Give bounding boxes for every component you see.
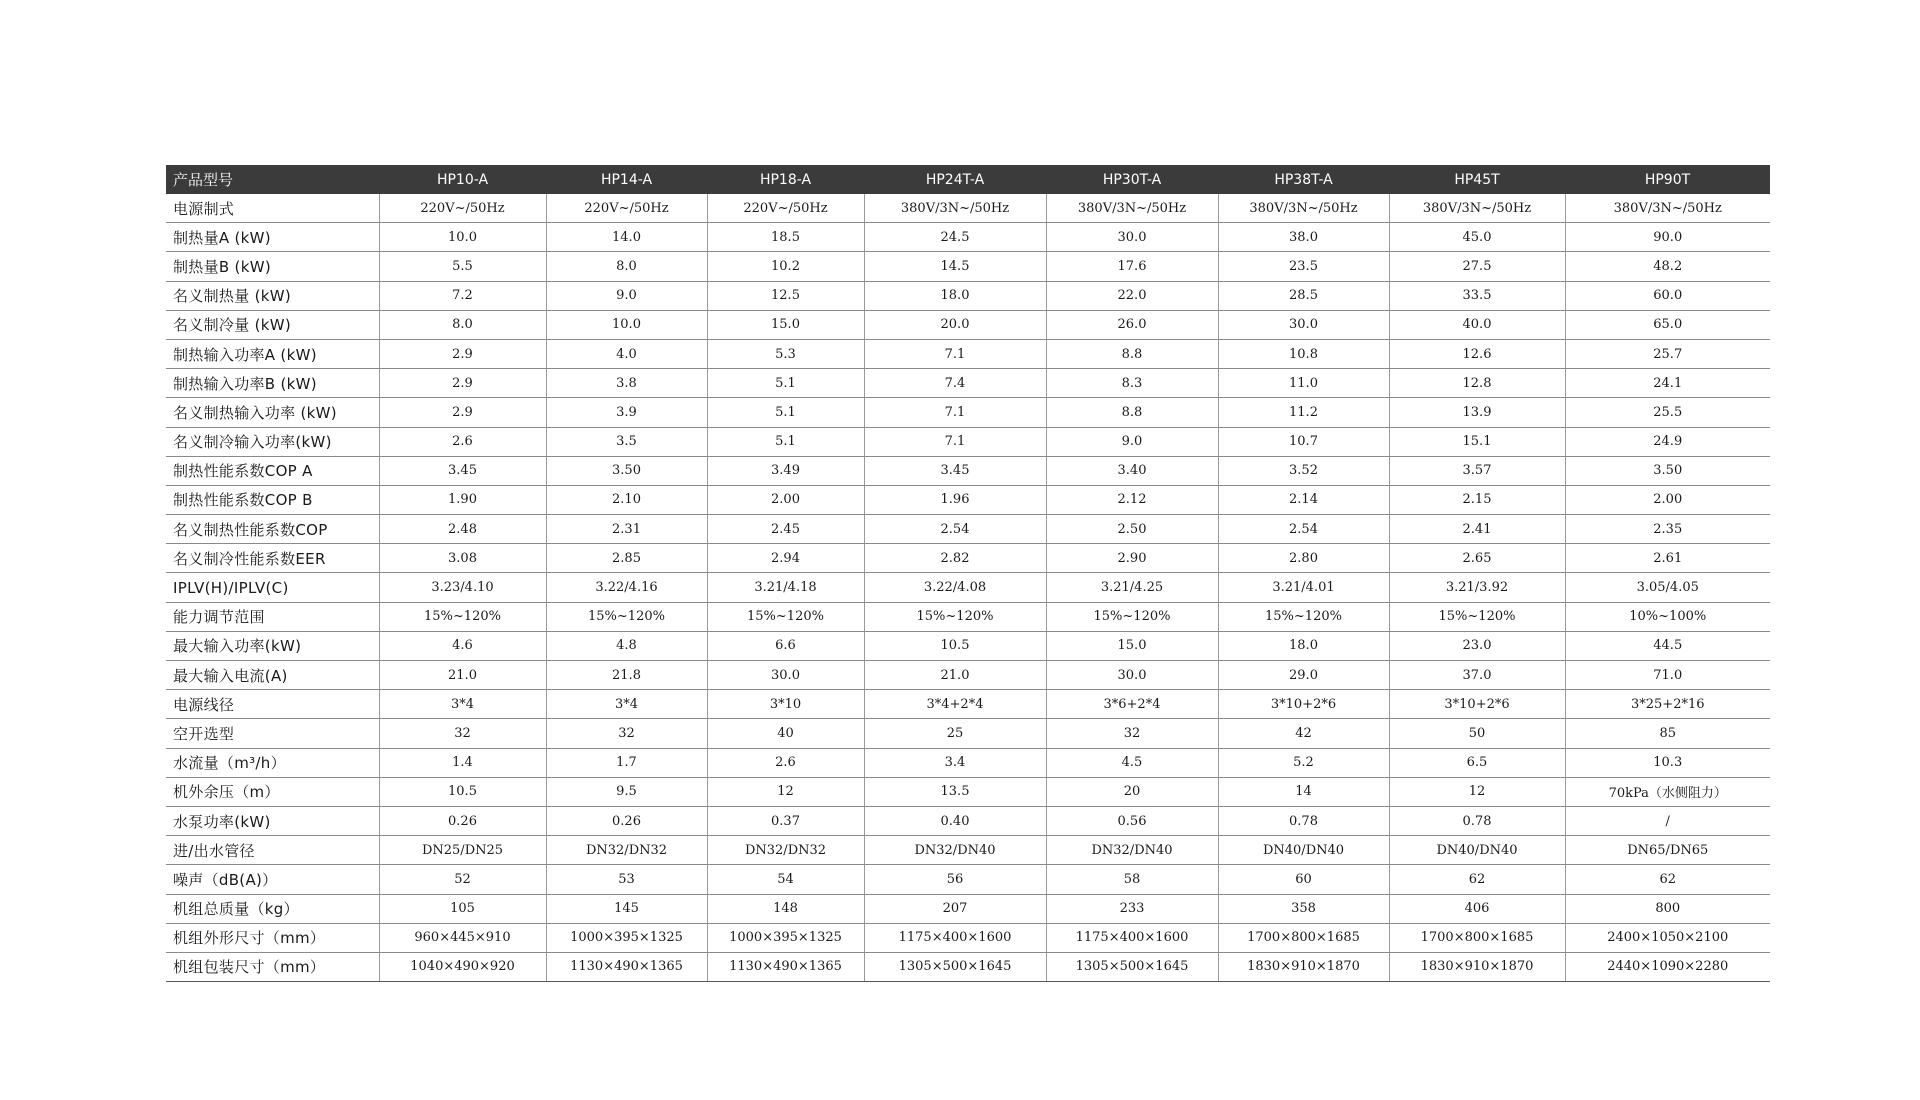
- table-cell: 2.35: [1565, 515, 1770, 544]
- table-cell: 4.0: [546, 339, 707, 368]
- table-cell: 800: [1565, 894, 1770, 923]
- table-cell: 2.31: [546, 515, 707, 544]
- table-cell: 25.7: [1565, 339, 1770, 368]
- table-cell: 3.50: [1565, 456, 1770, 485]
- table-cell: 2.94: [707, 544, 864, 573]
- table-cell: 3*10+2*6: [1218, 690, 1389, 719]
- table-cell: 3.4: [864, 748, 1046, 777]
- table-cell: DN32/DN32: [707, 836, 864, 865]
- table-cell: 3.9: [546, 398, 707, 427]
- table-cell: DN40/DN40: [1218, 836, 1389, 865]
- table-cell: 58: [1046, 865, 1218, 894]
- table-row: [166, 223, 1770, 252]
- table-row: [166, 806, 1770, 835]
- table-cell: 13.5: [864, 777, 1046, 806]
- row-label: 制热输入功率B (kW): [166, 369, 379, 398]
- table-cell: 30.0: [1218, 310, 1389, 339]
- table-cell: 10.8: [1218, 339, 1389, 368]
- table-cell: 1175×400×1600: [1046, 923, 1218, 952]
- table-cell: 3.45: [864, 456, 1046, 485]
- row-label: 名义制冷量 (kW): [166, 310, 379, 339]
- table-cell: 65.0: [1565, 310, 1770, 339]
- table-cell: 18.5: [707, 223, 864, 252]
- row-label: 名义制热量 (kW): [166, 281, 379, 310]
- table-cell: 45.0: [1389, 223, 1565, 252]
- table-cell: 15%~120%: [1046, 602, 1218, 631]
- table-cell: 0.26: [379, 806, 546, 835]
- table-cell: 380V/3N~/50Hz: [864, 194, 1046, 223]
- table-row: [166, 631, 1770, 660]
- table-cell: 52: [379, 865, 546, 894]
- table-cell: 7.1: [864, 398, 1046, 427]
- table-cell: 3*10+2*6: [1389, 690, 1565, 719]
- table-cell: 32: [379, 719, 546, 748]
- table-cell: 14.5: [864, 252, 1046, 281]
- table-cell: 25: [864, 719, 1046, 748]
- table-cell: 2.12: [1046, 485, 1218, 514]
- table-cell: 1130×490×1365: [707, 952, 864, 981]
- row-label: 机外余压（m）: [166, 777, 379, 806]
- table-cell: 30.0: [1046, 223, 1218, 252]
- table-cell: 220V~/50Hz: [707, 194, 864, 223]
- table-cell: 3.52: [1218, 456, 1389, 485]
- row-label: 机组外形尺寸（mm）: [166, 923, 379, 952]
- table-cell: 6.5: [1389, 748, 1565, 777]
- table-cell: 5.1: [707, 369, 864, 398]
- table-cell: 8.3: [1046, 369, 1218, 398]
- table-cell: 33.5: [1389, 281, 1565, 310]
- table-cell: 3.21/4.25: [1046, 573, 1218, 602]
- table-cell: 9.0: [546, 281, 707, 310]
- table-cell: 2.90: [1046, 544, 1218, 573]
- table-cell: 3.49: [707, 456, 864, 485]
- table-cell: 2.54: [1218, 515, 1389, 544]
- table-cell: 3.8: [546, 369, 707, 398]
- table-cell: 70kPa（水侧阻力）: [1565, 777, 1770, 806]
- table-cell: 11.2: [1218, 398, 1389, 427]
- table-row: [166, 485, 1770, 514]
- table-cell: 3.40: [1046, 456, 1218, 485]
- table-cell: DN40/DN40: [1389, 836, 1565, 865]
- model-header-cell: HP10-A: [379, 165, 546, 194]
- table-cell: 2.9: [379, 339, 546, 368]
- model-header-cell: HP45T: [1389, 165, 1565, 194]
- row-label: 最大输入功率(kW): [166, 631, 379, 660]
- table-cell: 14: [1218, 777, 1389, 806]
- table-cell: 56: [864, 865, 1046, 894]
- table-cell: 8.0: [379, 310, 546, 339]
- table-cell: 3.08: [379, 544, 546, 573]
- table-cell: 10%~100%: [1565, 602, 1770, 631]
- table-row: [166, 369, 1770, 398]
- row-label: 名义制热性能系数COP: [166, 515, 379, 544]
- table-cell: 12.5: [707, 281, 864, 310]
- row-label: 最大输入电流(A): [166, 661, 379, 690]
- table-cell: 1830×910×1870: [1389, 952, 1565, 981]
- table-row: [166, 777, 1770, 806]
- table-cell: 358: [1218, 894, 1389, 923]
- table-cell: 380V/3N~/50Hz: [1218, 194, 1389, 223]
- table-cell: 1700×800×1685: [1389, 923, 1565, 952]
- table-cell: 5.1: [707, 398, 864, 427]
- table-cell: 15.0: [707, 310, 864, 339]
- table-cell: 2.82: [864, 544, 1046, 573]
- table-cell: 0.78: [1218, 806, 1389, 835]
- table-cell: 40: [707, 719, 864, 748]
- row-label: 水泵功率(kW): [166, 806, 379, 835]
- table-row: [166, 748, 1770, 777]
- table-cell: 60: [1218, 865, 1389, 894]
- row-label: 水流量（m³/h）: [166, 748, 379, 777]
- table-cell: 2.54: [864, 515, 1046, 544]
- table-cell: 3.05/4.05: [1565, 573, 1770, 602]
- table-cell: 20: [1046, 777, 1218, 806]
- row-label: 制热量B (kW): [166, 252, 379, 281]
- table-cell: 3*6+2*4: [1046, 690, 1218, 719]
- table-cell: DN32/DN32: [546, 836, 707, 865]
- row-label: 制热性能系数COP B: [166, 485, 379, 514]
- table-cell: 1830×910×1870: [1218, 952, 1389, 981]
- table-cell: 0.56: [1046, 806, 1218, 835]
- table-cell: 3.22/4.16: [546, 573, 707, 602]
- table-cell: 32: [546, 719, 707, 748]
- table-cell: 0.26: [546, 806, 707, 835]
- table-cell: 48.2: [1565, 252, 1770, 281]
- table-cell: 2.00: [707, 485, 864, 514]
- table-cell: 3*25+2*16: [1565, 690, 1770, 719]
- table-cell: 38.0: [1218, 223, 1389, 252]
- row-label: 制热量A (kW): [166, 223, 379, 252]
- model-header-cell: HP24T-A: [864, 165, 1046, 194]
- table-cell: 4.5: [1046, 748, 1218, 777]
- table-cell: 3.21/3.92: [1389, 573, 1565, 602]
- table-cell: 42: [1218, 719, 1389, 748]
- table-cell: DN32/DN40: [1046, 836, 1218, 865]
- table-cell: 9.0: [1046, 427, 1218, 456]
- table-cell: 18.0: [864, 281, 1046, 310]
- row-label: 噪声（dB(A)）: [166, 865, 379, 894]
- table-row: [166, 427, 1770, 456]
- header-label: 产品型号: [166, 165, 379, 194]
- table-cell: 380V/3N~/50Hz: [1389, 194, 1565, 223]
- table-cell: 10.0: [379, 223, 546, 252]
- model-header-cell: HP38T-A: [1218, 165, 1389, 194]
- model-header-cell: HP90T: [1565, 165, 1770, 194]
- table-cell: 3*4: [546, 690, 707, 719]
- table-cell: 9.5: [546, 777, 707, 806]
- table-cell: 3.21/4.01: [1218, 573, 1389, 602]
- table-cell: 23.0: [1389, 631, 1565, 660]
- table-cell: 22.0: [1046, 281, 1218, 310]
- table-cell: 21.0: [864, 661, 1046, 690]
- table-cell: 10.5: [379, 777, 546, 806]
- table-cell: 148: [707, 894, 864, 923]
- table-row: [166, 398, 1770, 427]
- table-cell: 26.0: [1046, 310, 1218, 339]
- table-row: [166, 865, 1770, 894]
- table-cell: 62: [1565, 865, 1770, 894]
- model-header-cell: HP30T-A: [1046, 165, 1218, 194]
- table-cell: 1.4: [379, 748, 546, 777]
- table-cell: 5.1: [707, 427, 864, 456]
- table-cell: 10.7: [1218, 427, 1389, 456]
- row-label: IPLV(H)/IPLV(C): [166, 573, 379, 602]
- table-cell: 5.2: [1218, 748, 1389, 777]
- table-cell: 10.0: [546, 310, 707, 339]
- table-cell: 1000×395×1325: [707, 923, 864, 952]
- table-cell: 5.5: [379, 252, 546, 281]
- table-cell: 27.5: [1389, 252, 1565, 281]
- table-cell: 406: [1389, 894, 1565, 923]
- table-cell: 44.5: [1565, 631, 1770, 660]
- table-row: [166, 661, 1770, 690]
- table-cell: DN25/DN25: [379, 836, 546, 865]
- table-cell: 37.0: [1389, 661, 1565, 690]
- table-cell: 2.41: [1389, 515, 1565, 544]
- table-cell: 12: [707, 777, 864, 806]
- table-row: [166, 281, 1770, 310]
- table-cell: /: [1565, 806, 1770, 835]
- table-cell: 1700×800×1685: [1218, 923, 1389, 952]
- table-cell: 60.0: [1565, 281, 1770, 310]
- table-cell: 3.45: [379, 456, 546, 485]
- table-cell: 14.0: [546, 223, 707, 252]
- table-cell: 4.8: [546, 631, 707, 660]
- table-cell: DN65/DN65: [1565, 836, 1770, 865]
- table-cell: 1.96: [864, 485, 1046, 514]
- row-label: 名义制冷性能系数EER: [166, 544, 379, 573]
- table-cell: 12.6: [1389, 339, 1565, 368]
- table-cell: 0.78: [1389, 806, 1565, 835]
- table-cell: 0.37: [707, 806, 864, 835]
- table-cell: 2.9: [379, 398, 546, 427]
- table-cell: 2.14: [1218, 485, 1389, 514]
- table-row: [166, 952, 1770, 981]
- table-row: [166, 515, 1770, 544]
- table-cell: 15%~120%: [379, 602, 546, 631]
- table-row: [166, 194, 1770, 223]
- table-cell: 3*4+2*4: [864, 690, 1046, 719]
- table-cell: 5.3: [707, 339, 864, 368]
- table-row: [166, 339, 1770, 368]
- table-cell: 2.6: [379, 427, 546, 456]
- table-cell: 1130×490×1365: [546, 952, 707, 981]
- table-cell: 15%~120%: [1389, 602, 1565, 631]
- table-cell: 1305×500×1645: [864, 952, 1046, 981]
- table-cell: 7.1: [864, 339, 1046, 368]
- table-cell: 32: [1046, 719, 1218, 748]
- table-cell: 2400×1050×2100: [1565, 923, 1770, 952]
- table-header: [166, 165, 1770, 194]
- header-row: [166, 165, 1770, 194]
- table-cell: 1175×400×1600: [864, 923, 1046, 952]
- table-cell: 7.2: [379, 281, 546, 310]
- table-row: [166, 602, 1770, 631]
- table-cell: 50: [1389, 719, 1565, 748]
- table-cell: 11.0: [1218, 369, 1389, 398]
- table-cell: 15%~120%: [707, 602, 864, 631]
- table-cell: 8.0: [546, 252, 707, 281]
- table-cell: 15.0: [1046, 631, 1218, 660]
- table-cell: 2.45: [707, 515, 864, 544]
- table-cell: 8.8: [1046, 398, 1218, 427]
- table-row: [166, 923, 1770, 952]
- table-cell: 6.6: [707, 631, 864, 660]
- table-cell: 0.40: [864, 806, 1046, 835]
- table-cell: DN32/DN40: [864, 836, 1046, 865]
- table-row: [166, 690, 1770, 719]
- table-cell: 3.23/4.10: [379, 573, 546, 602]
- table-cell: 10.2: [707, 252, 864, 281]
- row-label: 制热输入功率A (kW): [166, 339, 379, 368]
- table-cell: 7.1: [864, 427, 1046, 456]
- table-cell: 7.4: [864, 369, 1046, 398]
- row-label: 电源制式: [166, 194, 379, 223]
- table-cell: 3.50: [546, 456, 707, 485]
- table-cell: 2.80: [1218, 544, 1389, 573]
- row-label: 空开选型: [166, 719, 379, 748]
- table-cell: 90.0: [1565, 223, 1770, 252]
- table-cell: 24.5: [864, 223, 1046, 252]
- table-cell: 3.57: [1389, 456, 1565, 485]
- table-cell: 13.9: [1389, 398, 1565, 427]
- table-row: [166, 310, 1770, 339]
- table-row: [166, 894, 1770, 923]
- table-cell: 3*10: [707, 690, 864, 719]
- table-cell: 2.85: [546, 544, 707, 573]
- spec-table: [166, 165, 1770, 982]
- table-cell: 1305×500×1645: [1046, 952, 1218, 981]
- table-cell: 2.15: [1389, 485, 1565, 514]
- table-cell: 18.0: [1218, 631, 1389, 660]
- table-cell: 85: [1565, 719, 1770, 748]
- row-label: 名义制冷输入功率(kW): [166, 427, 379, 456]
- table-cell: 28.5: [1218, 281, 1389, 310]
- table-cell: 24.1: [1565, 369, 1770, 398]
- table-cell: 2.61: [1565, 544, 1770, 573]
- table-cell: 1.7: [546, 748, 707, 777]
- table-cell: 23.5: [1218, 252, 1389, 281]
- table-cell: 2.10: [546, 485, 707, 514]
- row-label: 进/出水管径: [166, 836, 379, 865]
- row-label: 电源线径: [166, 690, 379, 719]
- table-cell: 3.5: [546, 427, 707, 456]
- table-row: [166, 836, 1770, 865]
- table-cell: 10.3: [1565, 748, 1770, 777]
- table-cell: 8.8: [1046, 339, 1218, 368]
- table-cell: 2.65: [1389, 544, 1565, 573]
- model-header-cell: HP14-A: [546, 165, 707, 194]
- table-cell: 21.8: [546, 661, 707, 690]
- table-cell: 105: [379, 894, 546, 923]
- table-cell: 1000×395×1325: [546, 923, 707, 952]
- table-cell: 54: [707, 865, 864, 894]
- row-label: 机组总质量（kg）: [166, 894, 379, 923]
- table-cell: 30.0: [707, 661, 864, 690]
- table-cell: 15%~120%: [864, 602, 1046, 631]
- table-row: [166, 252, 1770, 281]
- table-cell: 2.6: [707, 748, 864, 777]
- row-label: 制热性能系数COP A: [166, 456, 379, 485]
- table-cell: 207: [864, 894, 1046, 923]
- table-cell: 21.0: [379, 661, 546, 690]
- table-cell: 380V/3N~/50Hz: [1565, 194, 1770, 223]
- table-cell: 380V/3N~/50Hz: [1046, 194, 1218, 223]
- table-cell: 2440×1090×2280: [1565, 952, 1770, 981]
- table-row: [166, 719, 1770, 748]
- table-cell: 2.00: [1565, 485, 1770, 514]
- table-cell: 53: [546, 865, 707, 894]
- table-cell: 960×445×910: [379, 923, 546, 952]
- table-cell: 30.0: [1046, 661, 1218, 690]
- table-body: [166, 194, 1770, 982]
- table-cell: 20.0: [864, 310, 1046, 339]
- table-cell: 220V~/50Hz: [379, 194, 546, 223]
- table-cell: 62: [1389, 865, 1565, 894]
- table-row: [166, 573, 1770, 602]
- table-cell: 4.6: [379, 631, 546, 660]
- table-cell: 15%~120%: [546, 602, 707, 631]
- table-cell: 40.0: [1389, 310, 1565, 339]
- table-cell: 12: [1389, 777, 1565, 806]
- table-cell: 3*4: [379, 690, 546, 719]
- table-cell: 2.50: [1046, 515, 1218, 544]
- table-cell: 15.1: [1389, 427, 1565, 456]
- row-label: 名义制热输入功率 (kW): [166, 398, 379, 427]
- model-header-cell: HP18-A: [707, 165, 864, 194]
- table-cell: 233: [1046, 894, 1218, 923]
- table-cell: 220V~/50Hz: [546, 194, 707, 223]
- table-cell: 3.22/4.08: [864, 573, 1046, 602]
- row-label: 能力调节范围: [166, 602, 379, 631]
- table-row: [166, 544, 1770, 573]
- table-cell: 2.48: [379, 515, 546, 544]
- table-cell: 1.90: [379, 485, 546, 514]
- table-cell: 24.9: [1565, 427, 1770, 456]
- table-cell: 71.0: [1565, 661, 1770, 690]
- table-cell: 145: [546, 894, 707, 923]
- table-cell: 15%~120%: [1218, 602, 1389, 631]
- table-cell: 3.21/4.18: [707, 573, 864, 602]
- table-cell: 25.5: [1565, 398, 1770, 427]
- table-cell: 10.5: [864, 631, 1046, 660]
- table-cell: 29.0: [1218, 661, 1389, 690]
- table-cell: 1040×490×920: [379, 952, 546, 981]
- row-label: 机组包装尺寸（mm）: [166, 952, 379, 981]
- table-row: [166, 456, 1770, 485]
- table-cell: 17.6: [1046, 252, 1218, 281]
- table-cell: 2.9: [379, 369, 546, 398]
- table-cell: 12.8: [1389, 369, 1565, 398]
